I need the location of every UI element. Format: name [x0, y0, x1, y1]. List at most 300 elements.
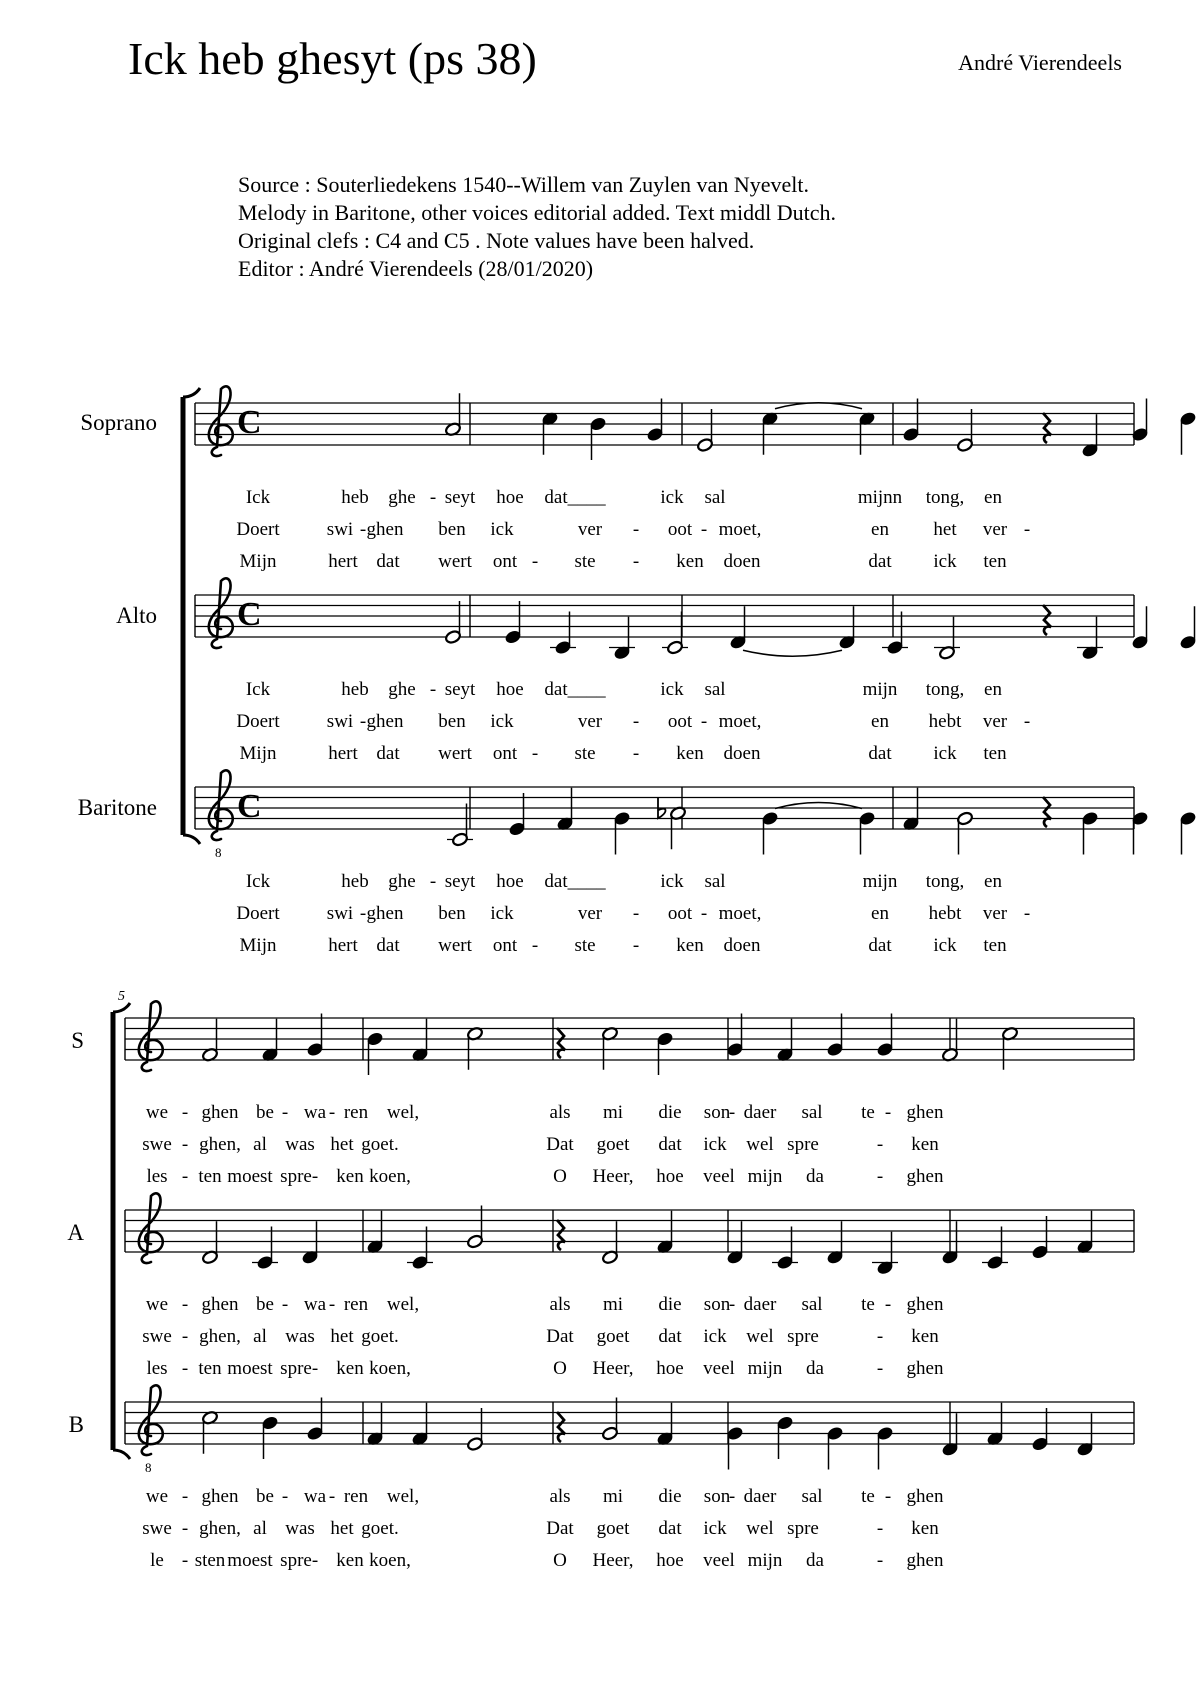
lyric-syllable: ben — [438, 519, 466, 540]
lyric-syllable: moest — [227, 1550, 273, 1571]
lyric-syllable: we — [145, 1486, 169, 1507]
lyric-syllable: swe — [142, 1134, 172, 1155]
lyric-syllable: mijn — [747, 1358, 783, 1379]
lyric-syllable: da — [806, 1166, 824, 1187]
lyric-syllable: heb — [341, 871, 369, 892]
lyric-syllable: en — [871, 711, 889, 732]
treble-clef-icon — [209, 770, 233, 840]
lyric-syllable: ick — [703, 1518, 727, 1539]
lyric-syllable: ghen, — [199, 1326, 241, 1347]
lyric-syllable: mijn — [862, 679, 898, 700]
lyric-syllable: wel — [746, 1134, 774, 1155]
lyric-syllable: als — [549, 1486, 571, 1507]
lyric-syllable: ghe — [388, 487, 416, 508]
lyric-syllable: - — [531, 743, 539, 764]
lyric-syllable: ghe — [388, 871, 416, 892]
lyric-syllable: was — [285, 1134, 315, 1155]
lyric-syllable: seyt — [444, 487, 476, 508]
lyric-syllable: mi — [602, 1486, 624, 1507]
lyric-syllable: ghen — [366, 903, 404, 924]
lyric-syllable: - — [181, 1486, 189, 1507]
lyric-syllable: Heer, — [592, 1166, 634, 1187]
lyric-syllable: wel, — [386, 1102, 420, 1123]
lyric-syllable: - — [728, 1486, 736, 1507]
lyric-syllable: en — [984, 487, 1002, 508]
time-signature: C — [237, 404, 262, 441]
lyric-syllable: wert — [438, 743, 472, 764]
lyric-syllable: ver — [577, 711, 603, 732]
staff-baritone-1 — [195, 770, 1197, 956]
lyric-syllable: Ick — [245, 679, 271, 700]
lyric-syllable: ghen — [366, 519, 404, 540]
treble-clef-icon — [209, 386, 233, 456]
lyric-syllable: moet, — [718, 519, 762, 540]
lyric-syllable: Ick — [245, 487, 271, 508]
score-title: Ick heb ghesyt (ps 38) — [128, 33, 537, 84]
lyric-syllable: spre — [280, 1550, 312, 1571]
lyric-syllable: - — [181, 1518, 189, 1539]
lyric-syllable: le — [150, 1550, 164, 1571]
lyric-syllable: ghen — [906, 1550, 944, 1571]
lyric-syllable: ick — [703, 1134, 727, 1155]
lyric-syllable: les — [146, 1358, 168, 1379]
lyric-syllable: goet. — [361, 1134, 399, 1155]
time-signature: C — [237, 788, 262, 825]
lyric-syllable: sal — [704, 679, 726, 700]
lyric-syllable: swi — [326, 711, 354, 732]
lyric-syllable: moest — [227, 1358, 273, 1379]
lyric-syllable: en — [871, 519, 889, 540]
tie — [775, 403, 862, 409]
quarter-rest-icon — [557, 1412, 565, 1442]
lyric-syllable: - — [328, 1102, 336, 1123]
lyric-syllable: daer — [743, 1486, 777, 1507]
lyric-syllable: - — [700, 903, 708, 924]
lyric-syllable: heb — [341, 679, 369, 700]
composer-name: André Vierendeels — [958, 50, 1122, 75]
lyric-syllable: goet — [596, 1518, 630, 1539]
lyric-syllable: dat — [868, 551, 892, 572]
lyric-syllable: - — [632, 935, 640, 956]
lyric-syllable: ghen — [906, 1102, 944, 1123]
lyric-syllable: het — [330, 1518, 354, 1539]
treble-clef-icon — [139, 1193, 163, 1263]
lyric-syllable: - — [884, 1102, 892, 1123]
lyric-syllable: oot — [667, 903, 693, 924]
lyric-syllable: al — [253, 1326, 267, 1347]
clef-octave-mark: 8 — [145, 1460, 152, 1475]
lyric-syllable: ste — [574, 551, 596, 572]
lyric-syllable: dat — [868, 935, 892, 956]
lyric-syllable: Doert — [236, 519, 280, 540]
lyric-syllable: sal — [704, 487, 726, 508]
lyric-syllable: dat — [376, 551, 400, 572]
lyric-syllable: be — [256, 1294, 274, 1315]
lyric-syllable: ten — [983, 935, 1007, 956]
lyric-syllable: veel — [703, 1358, 735, 1379]
lyric-syllable: - — [181, 1134, 189, 1155]
lyric-syllable: ick — [660, 871, 684, 892]
lyric-syllable: wel — [746, 1518, 774, 1539]
lyric-syllable: Doert — [236, 711, 280, 732]
lyric-syllable: dat____ — [544, 871, 606, 892]
lyric-syllable: wert — [438, 935, 472, 956]
lyric-syllable: mijn — [747, 1166, 783, 1187]
lyric-syllable: - — [632, 711, 640, 732]
lyric-syllable: - — [876, 1358, 884, 1379]
lyric-syllable: spre — [787, 1326, 819, 1347]
lyric-syllable: al — [253, 1134, 267, 1155]
lyric-syllable: ghen — [201, 1294, 239, 1315]
lyric-syllable: Heer, — [592, 1358, 634, 1379]
lyric-syllable: dat — [376, 935, 400, 956]
lyric-syllable: spre — [787, 1134, 819, 1155]
lyric-syllable: hoe — [656, 1166, 684, 1187]
lyric-syllable: was — [285, 1326, 315, 1347]
lyric-syllable: wel — [746, 1326, 774, 1347]
lyric-syllable: al — [253, 1518, 267, 1539]
lyric-syllable: ten — [198, 1166, 222, 1187]
lyric-syllable: ver — [982, 711, 1008, 732]
lyric-syllable: - — [359, 711, 367, 732]
lyric-syllable: ghen, — [199, 1134, 241, 1155]
lyric-syllable: veel — [703, 1550, 735, 1571]
lyric-syllable: son — [703, 1294, 731, 1315]
quarter-rest-icon — [1043, 413, 1051, 443]
lyric-syllable: Mijn — [239, 551, 277, 572]
lyric-syllable: Ick — [245, 871, 271, 892]
lyric-syllable: ick — [933, 935, 957, 956]
lyric-syllable: - — [531, 551, 539, 572]
lyric-syllable: Dat — [546, 1134, 574, 1155]
lyric-syllable: - — [876, 1326, 884, 1347]
lyric-syllable: - — [700, 519, 708, 540]
lyric-syllable: dat____ — [544, 679, 606, 700]
lyric-syllable: en — [871, 903, 889, 924]
lyric-syllable: hebt — [928, 903, 962, 924]
lyric-syllable: mi — [602, 1102, 624, 1123]
lyric-syllable: - — [700, 711, 708, 732]
lyric-syllable: ken — [911, 1326, 939, 1347]
lyric-syllable: - — [181, 1326, 189, 1347]
measure-number: 5 — [118, 989, 125, 1004]
lyric-syllable: als — [549, 1294, 571, 1315]
part-label-s: S — [71, 1028, 84, 1053]
lyric-syllable: ken — [676, 743, 704, 764]
lyric-syllable: - — [632, 551, 640, 572]
lyric-syllable: ken — [911, 1518, 939, 1539]
lyric-syllable: ick — [490, 519, 514, 540]
time-signature: C — [237, 596, 262, 633]
editor-note: Editor : André Vierendeels (28/01/2020) — [238, 256, 594, 281]
lyric-syllable: son — [703, 1486, 731, 1507]
quarter-rest-icon — [1043, 797, 1051, 827]
lyric-syllable: ken — [676, 551, 704, 572]
lyric-syllable: be — [256, 1486, 274, 1507]
lyric-syllable: - — [884, 1294, 892, 1315]
lyric-syllable: daer — [743, 1294, 777, 1315]
lyric-syllable: hoe — [496, 871, 524, 892]
lyric-syllable: - — [181, 1102, 189, 1123]
lyric-syllable: hoe — [496, 487, 524, 508]
lyric-syllable: hert — [328, 935, 358, 956]
lyric-syllable: ont — [492, 743, 518, 764]
lyric-syllable: hert — [328, 551, 358, 572]
lyric-syllable: goet — [596, 1134, 630, 1155]
lyric-syllable: ick — [933, 743, 957, 764]
staff-alto-1 — [195, 578, 1197, 764]
lyric-syllable: - — [728, 1102, 736, 1123]
lyric-syllable: - — [181, 1294, 189, 1315]
lyric-syllable: wel, — [386, 1294, 420, 1315]
lyric-syllable: dat — [868, 743, 892, 764]
lyric-syllable: ten — [983, 743, 1007, 764]
lyric-syllable: sal — [801, 1486, 823, 1507]
lyric-syllable: goet. — [361, 1326, 399, 1347]
lyric-syllable: swi — [326, 903, 354, 924]
lyric-syllable: ste — [574, 743, 596, 764]
lyric-syllable: het — [933, 519, 957, 540]
lyric-syllable: mijnn — [857, 487, 903, 508]
lyric-syllable: Heer, — [592, 1550, 634, 1571]
lyric-syllable: - — [429, 487, 437, 508]
lyric-syllable: - — [311, 1550, 319, 1571]
lyric-syllable: - — [311, 1358, 319, 1379]
lyric-syllable: ick — [490, 711, 514, 732]
lyric-syllable: - — [632, 519, 640, 540]
lyric-syllable: heb — [341, 487, 369, 508]
lyric-syllable: oot — [667, 711, 693, 732]
lyric-syllable: ick — [933, 551, 957, 572]
lyric-syllable: les — [146, 1166, 168, 1187]
lyric-syllable: Mijn — [239, 743, 277, 764]
treble-clef-icon — [139, 1385, 163, 1455]
lyric-syllable: ren — [343, 1294, 369, 1315]
quarter-rest-icon — [557, 1028, 565, 1058]
treble-clef-icon — [209, 578, 233, 648]
lyric-syllable: te — [861, 1486, 875, 1507]
lyric-syllable: ver — [577, 519, 603, 540]
lyric-syllable: te — [861, 1102, 875, 1123]
lyric-syllable: swi — [326, 519, 354, 540]
lyric-syllable: O — [553, 1358, 567, 1379]
quarter-rest-icon — [1043, 605, 1051, 635]
lyric-syllable: moest — [227, 1166, 273, 1187]
lyric-syllable: ten — [198, 1358, 222, 1379]
lyric-syllable: wa — [303, 1486, 327, 1507]
lyric-syllable: - — [876, 1166, 884, 1187]
lyric-syllable: wert — [438, 551, 472, 572]
lyric-syllable: - — [281, 1294, 289, 1315]
lyric-syllable: - — [311, 1166, 319, 1187]
lyric-syllable: moet, — [718, 711, 762, 732]
lyric-syllable: moet, — [718, 903, 762, 924]
lyric-syllable: die — [658, 1294, 682, 1315]
lyric-syllable: ken — [336, 1358, 364, 1379]
lyric-syllable: - — [328, 1294, 336, 1315]
lyric-syllable: Dat — [546, 1518, 574, 1539]
lyric-syllable: - — [876, 1550, 884, 1571]
lyric-syllable: dat — [658, 1326, 682, 1347]
lyric-syllable: hebt — [928, 711, 962, 732]
lyric-syllable: swe — [142, 1518, 172, 1539]
quarter-rest-icon — [557, 1220, 565, 1250]
system-2 — [67, 989, 1134, 1571]
lyric-syllable: dat — [658, 1518, 682, 1539]
lyric-syllable: O — [553, 1166, 567, 1187]
lyric-syllable: doen — [723, 551, 761, 572]
lyric-syllable: - — [281, 1102, 289, 1123]
lyric-syllable: sten — [194, 1550, 226, 1571]
lyric-syllable: ten — [983, 551, 1007, 572]
lyric-syllable: seyt — [444, 871, 476, 892]
lyric-syllable: doen — [723, 743, 761, 764]
lyric-syllable: mijn — [862, 871, 898, 892]
lyric-syllable: seyt — [444, 679, 476, 700]
lyric-syllable: tong, — [925, 487, 965, 508]
lyric-syllable: mi — [602, 1294, 624, 1315]
lyric-syllable: wel, — [386, 1486, 420, 1507]
staff-soprano-1 — [195, 386, 1197, 572]
lyric-syllable: - — [181, 1166, 189, 1187]
lyric-syllable: Doert — [236, 903, 280, 924]
lyric-syllable: son — [703, 1102, 731, 1123]
lyric-syllable: het — [330, 1326, 354, 1347]
lyric-syllable: goet — [596, 1326, 630, 1347]
lyric-syllable: - — [531, 935, 539, 956]
lyric-syllable: da — [806, 1550, 824, 1571]
lyric-syllable: ben — [438, 711, 466, 732]
lyric-syllable: - — [429, 679, 437, 700]
part-label-alto: Alto — [116, 603, 157, 628]
lyric-syllable: - — [884, 1486, 892, 1507]
lyric-syllable: was — [285, 1518, 315, 1539]
lyric-syllable: - — [876, 1134, 884, 1155]
treble-clef-icon — [139, 1001, 163, 1071]
lyric-syllable: die — [658, 1486, 682, 1507]
lyric-syllable: ick — [660, 679, 684, 700]
melody-note: Melody in Baritone, other voices editorial added. Text middl Dutch. — [238, 200, 837, 225]
lyric-syllable: dat — [376, 743, 400, 764]
lyric-syllable: tong, — [925, 679, 965, 700]
lyric-syllable: - — [281, 1486, 289, 1507]
lyric-syllable: hoe — [656, 1358, 684, 1379]
lyric-syllable: ken — [336, 1166, 364, 1187]
lyric-syllable: het — [330, 1134, 354, 1155]
lyric-syllable: wa — [303, 1294, 327, 1315]
lyric-syllable: - — [728, 1294, 736, 1315]
lyric-syllable: koen, — [369, 1358, 411, 1379]
lyric-syllable: ont — [492, 551, 518, 572]
lyric-syllable: - — [328, 1486, 336, 1507]
lyric-syllable: ver — [982, 519, 1008, 540]
lyric-syllable: tong, — [925, 871, 965, 892]
lyric-syllable: ick — [660, 487, 684, 508]
lyric-syllable: ghen — [906, 1166, 944, 1187]
lyric-syllable: swe — [142, 1326, 172, 1347]
lyric-syllable: ben — [438, 903, 466, 924]
part-label-soprano: Soprano — [80, 410, 157, 435]
lyric-syllable: ken — [911, 1134, 939, 1155]
lyric-syllable: ste — [574, 935, 596, 956]
lyric-syllable: ren — [343, 1102, 369, 1123]
lyric-syllable: - — [181, 1358, 189, 1379]
lyric-syllable: ghen — [201, 1486, 239, 1507]
lyric-syllable: en — [984, 871, 1002, 892]
lyric-syllable: koen, — [369, 1166, 411, 1187]
lyric-syllable: - — [632, 903, 640, 924]
source-note: Source : Souterliedekens 1540--Willem van Zuylen van Nyevelt. — [238, 172, 809, 197]
lyric-syllable: ren — [343, 1486, 369, 1507]
lyric-syllable: hoe — [496, 679, 524, 700]
lyric-syllable: spre — [280, 1358, 312, 1379]
lyric-syllable: ghe — [388, 679, 416, 700]
lyric-syllable: ver — [577, 903, 603, 924]
lyric-syllable: te — [861, 1294, 875, 1315]
lyric-syllable: Mijn — [239, 935, 277, 956]
lyric-syllable: - — [429, 871, 437, 892]
lyric-syllable: oot — [667, 519, 693, 540]
lyric-syllable: ghen — [906, 1358, 944, 1379]
staff-s-2 — [125, 1001, 1134, 1187]
lyric-syllable: doen — [723, 935, 761, 956]
lyric-syllable: wa — [303, 1102, 327, 1123]
lyric-syllable: mijn — [747, 1550, 783, 1571]
lyric-syllable: ghen — [906, 1294, 944, 1315]
tie — [743, 650, 842, 656]
lyric-syllable: koen, — [369, 1550, 411, 1571]
part-label-b: B — [68, 1412, 84, 1437]
lyric-syllable: daer — [743, 1102, 777, 1123]
lyric-syllable: - — [1023, 519, 1031, 540]
lyric-syllable: en — [984, 679, 1002, 700]
lyric-syllable: sal — [704, 871, 726, 892]
lyric-syllable: sal — [801, 1294, 823, 1315]
lyric-syllable: ghen — [201, 1102, 239, 1123]
lyric-syllable: ick — [490, 903, 514, 924]
lyric-syllable: als — [549, 1102, 571, 1123]
lyric-syllable: - — [1023, 903, 1031, 924]
lyric-syllable: - — [181, 1550, 189, 1571]
clefs-note: Original clefs : C4 and C5 . Note values have been halved. — [238, 228, 755, 253]
part-label-a: A — [67, 1220, 84, 1245]
lyric-syllable: da — [806, 1358, 824, 1379]
part-label-baritone: Baritone — [77, 795, 157, 820]
lyric-syllable: ghen — [906, 1486, 944, 1507]
lyric-syllable: be — [256, 1102, 274, 1123]
lyric-syllable: we — [145, 1294, 169, 1315]
lyric-syllable: - — [359, 903, 367, 924]
lyric-syllable: we — [145, 1102, 169, 1123]
system-1 — [78, 386, 1197, 956]
lyric-syllable: ghen — [366, 711, 404, 732]
lyric-syllable: spre — [280, 1166, 312, 1187]
staff-a-2 — [125, 1193, 1134, 1379]
lyric-syllable: hert — [328, 743, 358, 764]
lyric-syllable: sal — [801, 1102, 823, 1123]
staff-b-2 — [125, 1385, 1134, 1571]
lyric-syllable: hoe — [656, 1550, 684, 1571]
lyric-syllable: veel — [703, 1166, 735, 1187]
lyric-syllable: dat____ — [544, 487, 606, 508]
lyric-syllable: dat — [658, 1134, 682, 1155]
lyric-syllable: O — [553, 1550, 567, 1571]
lyric-syllable: - — [359, 519, 367, 540]
lyric-syllable: ken — [336, 1550, 364, 1571]
lyric-syllable: Dat — [546, 1326, 574, 1347]
lyric-syllable: - — [1023, 711, 1031, 732]
lyric-syllable: - — [876, 1518, 884, 1539]
